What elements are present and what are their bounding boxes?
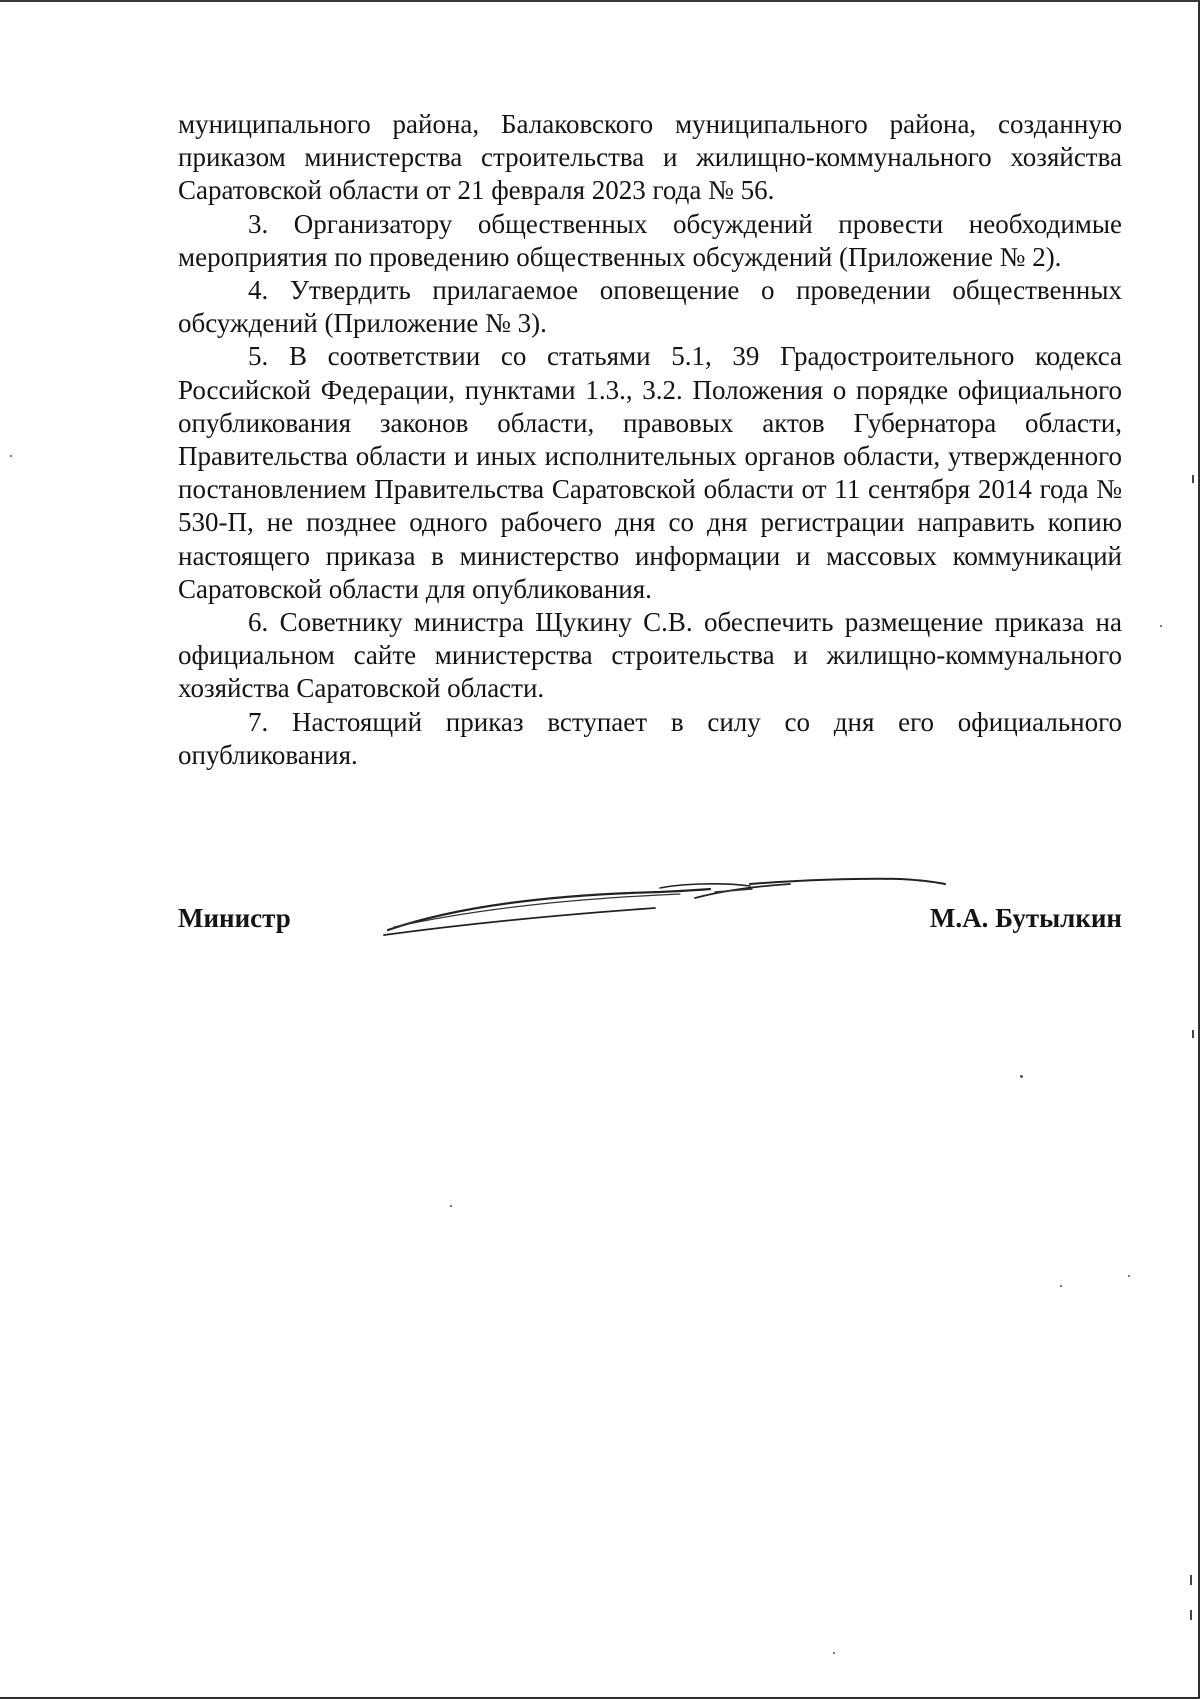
signature-block bbox=[178, 903, 1122, 943]
signatory-position: Министр bbox=[178, 903, 291, 933]
scan-speck bbox=[1060, 1285, 1062, 1287]
scan-edge-mark bbox=[1192, 475, 1194, 483]
signatory-name: М.А. Бутылкин bbox=[929, 903, 1122, 933]
scan-speck bbox=[1020, 1075, 1023, 1078]
document-body bbox=[178, 108, 1122, 772]
paragraph-item-3: 3. Организатору общественных обсуждений провести необходимые мероприятия по проведению общественных обсуждений (Приложение № 2). bbox=[178, 208, 1122, 272]
paragraph-continuation: муниципального района, Балаковского муниципального района, созданную приказом министерства строительства и жилищно-коммунального хозяйства Саратовской области от 21 февраля 2023 года № 56. bbox=[178, 109, 1122, 206]
scan-speck bbox=[1128, 1275, 1130, 1277]
paragraph-item-7: 7. Настоящий приказ вступает в силу со дня его официального опубликования. bbox=[178, 706, 1122, 770]
paragraph-item-6: 6. Советнику министра Щукину С.В. обеспечить размещение приказа на официальном сайте министерства строительства и жилищно-коммунального хозяйства Саратовской области. bbox=[178, 607, 1122, 704]
scan-edge-mark bbox=[1192, 1030, 1194, 1038]
paragraph-item-4: 4. Утвердить прилагаемое оповещение о проведении общественных обсуждений (Приложение № 3). bbox=[178, 275, 1122, 339]
scan-speck bbox=[833, 1652, 835, 1654]
scan-edge-mark bbox=[1190, 1610, 1192, 1620]
paragraph-item-5: 5. В соответствии со статьями 5.1, 39 Градостроительного кодекса Российской Федерации, пунктами 1.3., 3.2. Положения о порядке официального опубликования законов области, правовых актов Губернатора области, Правительства области и иных исполнительных органов области, утвержденного постановлением Правительства Саратовской области от 11 сентября 2014 года № 530-П, не позднее одного рабочего дня со дня регистрации направить копию настоящего приказа в министерство информации и массовых коммуникаций Саратовской области для опубликования. bbox=[178, 341, 1122, 604]
scan-edge-mark bbox=[1190, 1575, 1192, 1585]
scan-speck bbox=[1160, 625, 1162, 627]
scan-speck bbox=[450, 1205, 452, 1207]
scan-speck bbox=[10, 455, 12, 457]
